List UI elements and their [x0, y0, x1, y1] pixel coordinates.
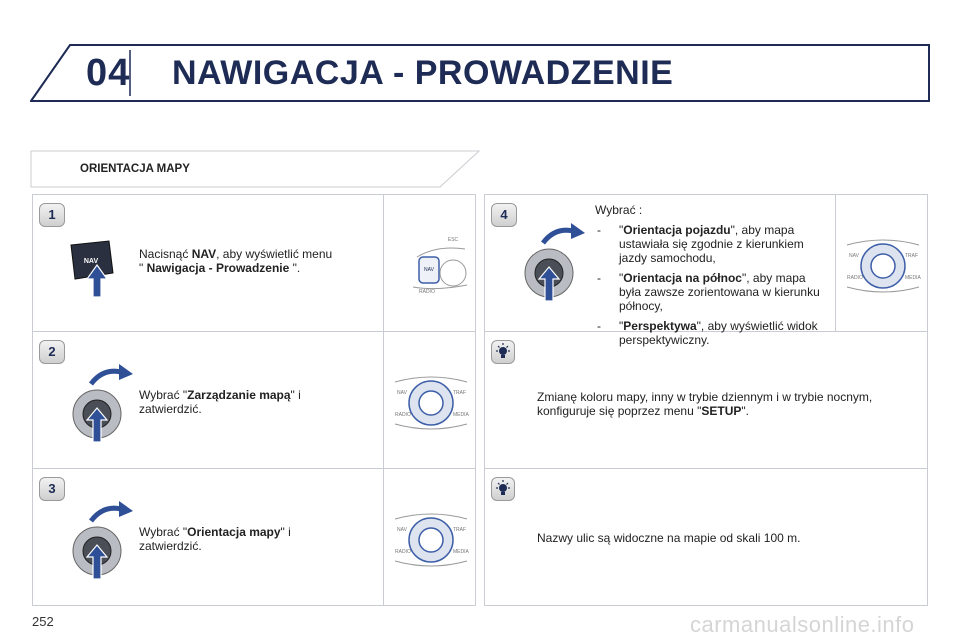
- steps-panel-left: [32, 194, 476, 606]
- tip-badge: [491, 340, 515, 364]
- step-row-1: [33, 195, 475, 332]
- rotate-knob-icon: [63, 499, 143, 583]
- rotate-knob-icon: [63, 362, 143, 446]
- svg-text:NAV: NAV: [397, 390, 407, 396]
- svg-text:TRAF: TRAF: [453, 527, 467, 533]
- control-panel-icon: [843, 231, 923, 297]
- chapter-header: [30, 44, 930, 102]
- section-banner: [30, 150, 480, 188]
- column-divider: [835, 195, 836, 331]
- svg-text:ESC: ESC: [447, 237, 459, 243]
- step-row-4: [485, 195, 927, 347]
- option-item: - "Perspektywa", aby wyświetlić widok perspektywiczny.: [597, 319, 818, 347]
- svg-text:MEDIA: MEDIA: [905, 275, 921, 281]
- step-row-2: [33, 332, 475, 469]
- svg-text:RADIO: RADIO: [419, 289, 435, 295]
- tip-text-1: Zmianę koloru mapy, inny w trybie dziennym i w trybie nocnym, konfiguruje się poprzez menu "SETUP".: [537, 390, 873, 418]
- svg-text:MEDIA: MEDIA: [453, 412, 469, 418]
- svg-text:RADIO: RADIO: [395, 412, 411, 418]
- section-title: ORIENTACJA MAPY: [80, 163, 190, 175]
- control-panel-icon: [391, 368, 471, 434]
- steps-panel-right: [484, 194, 928, 606]
- step-number-badge: 3: [39, 477, 65, 501]
- svg-text:RADIO: RADIO: [847, 275, 863, 281]
- tip-badge: [491, 477, 515, 501]
- nav-device-icon: [407, 227, 471, 299]
- svg-text:MEDIA: MEDIA: [453, 549, 469, 555]
- step-text-3: Wybrać "Orientacja mapy" i zatwierdzić.: [139, 525, 291, 553]
- svg-text:TRAF: TRAF: [905, 253, 919, 259]
- step-text-1: Nacisnąć NAV, aby wyświetlić menu " Nawigacja - Prowadzenie ".: [139, 247, 333, 275]
- step-number-badge: 2: [39, 340, 65, 364]
- step-number-badge: 4: [491, 203, 517, 227]
- nav-key-label: NAV: [83, 258, 99, 265]
- nav-key-icon: [69, 239, 115, 299]
- control-panel-icon: [391, 505, 471, 571]
- tip-text-2: Nazwy ulic są widoczne na mapie od skali 100 m.: [537, 531, 801, 545]
- page-title: NAWIGACJA - PROWADZENIE: [172, 54, 674, 92]
- svg-text:NAV: NAV: [397, 527, 407, 533]
- step-intro: Wybrać :: [595, 203, 643, 217]
- option-list: [595, 223, 823, 347]
- step-text-2: Wybrać "Zarządzanie mapą" i zatwierdzić.: [139, 388, 301, 416]
- tip-row-1: [485, 332, 927, 469]
- svg-text:NAV: NAV: [849, 253, 859, 259]
- step-number-badge: 1: [39, 203, 65, 227]
- option-item: - "Orientacja pojazdu", aby mapa ustawiała się zgodnie z kierunkiem jazdy samochodu,: [597, 223, 804, 265]
- svg-text:NAV: NAV: [424, 267, 434, 273]
- watermark: carmanualsonline.info: [690, 612, 915, 637]
- tip-row-2: [485, 469, 927, 607]
- lightbulb-icon: [492, 478, 514, 500]
- svg-text:TRAF: TRAF: [453, 390, 467, 396]
- page-number: 252: [32, 614, 54, 629]
- lightbulb-icon: [492, 341, 514, 363]
- rotate-knob-icon: [515, 221, 595, 305]
- step-row-3: [33, 469, 475, 607]
- option-item: - "Orientacja na północ", aby mapa była zawsze zorientowana w kierunku północy,: [597, 271, 820, 313]
- step-text-4: [595, 203, 823, 347]
- chapter-number: 04: [86, 52, 131, 94]
- svg-text:RADIO: RADIO: [395, 549, 411, 555]
